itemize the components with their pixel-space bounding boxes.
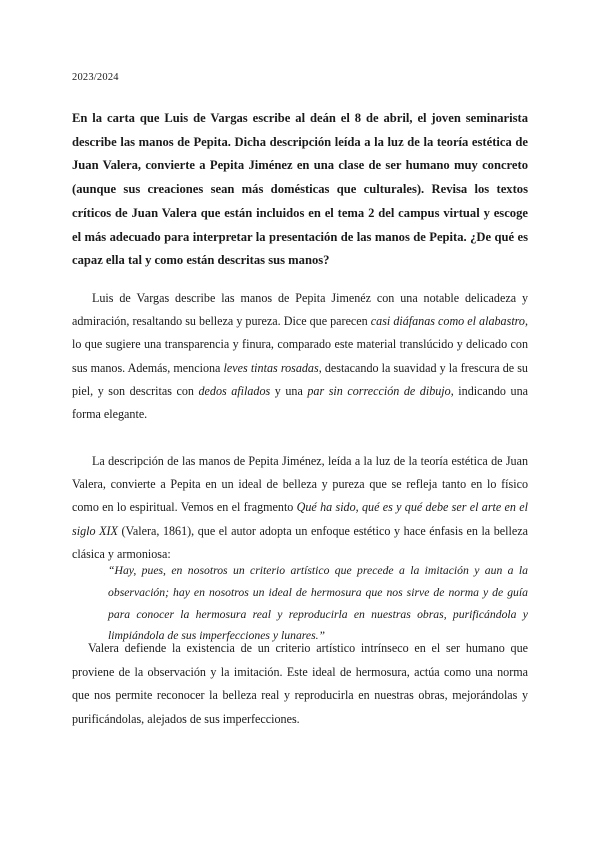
assignment-prompt: En la carta que Luis de Vargas escribe al deán el 8 de abril, el joven seminarista describe las manos de Pepita. Dicha descripción leída a la luz de la teoría estética de Juan Valera, convierte a Pepita Jiménez en una clase de ser humano muy concreto (aunque sus creaciones sean más domésticas que culturales). Revisa los textos críticos de Juan Valera que están incluidos en el tema 2 del campus virtual y escoge el más adecuado para interpretar la presentación de las manos de Pepita. ¿De qué es capaz ella tal y como están descritas sus manos? xyxy=(72,111,528,268)
quote-casi-diafanas: casi diáfanas como el alabastro xyxy=(370,314,525,329)
quote-par-sin-correccion: par sin corrección de dibujo xyxy=(307,383,451,398)
paragraph-1-text: y una xyxy=(270,383,308,398)
paragraph-3: Valera defiende la existencia de un criterio artístico intrínseco en el ser humano que proviene de la observación y la imitación. Este ideal de hermosura, actúa como una norma que nos permite reconocer la belleza real y reproducirla en nuestras obras, mejorándolas y purificándolas, alejados de sus imperfecciones. xyxy=(72,641,528,726)
paragraph-1-text: , destacando la suavidad y la frescura de su piel, y son descritas con xyxy=(72,360,528,398)
paragraph-1 xyxy=(72,287,528,426)
paragraph-2 xyxy=(72,450,528,566)
quote-leves-tintas: leves tintas rosadas xyxy=(223,360,319,375)
paragraph-1-text: , indicando una forma elegante. xyxy=(72,383,528,422)
work-title: Qué ha sido, qué es y qué debe ser el arte en el siglo XIX xyxy=(72,500,528,538)
quote-dedos-afilados: dedos afilados xyxy=(198,383,271,398)
paragraph-2-text: (Valera, 1861), que el autor adopta un enfoque estético y hace énfasis en la belleza clásica y armoniosa: xyxy=(72,523,528,561)
paragraph-2-text: La descripción de las manos de Pepita Jiménez, leída a la luz de la teoría estética de Juan Valera, convierte a Pepita en un ideal de belleza y pureza que se refleja tanto en lo físico como en lo espiritual. Vemos en el fragmento xyxy=(72,454,528,515)
block-quote: “Hay, pues, en nosotros un criterio artístico que precede a la imitación y aun a la observación; hay en nosotros un ideal de hermosura que nos sirve de norma y de guía para conocer la hermosura real y reproducirla en nuestras obras, purificándola y limpiándola de sus imperfecciones y lunares.” xyxy=(108,564,528,643)
paragraph-1-text: , lo que sugiere una transparencia y finura, comparado este material translúcido y delicado con sus manos. Además, menciona xyxy=(72,314,529,375)
paragraph-1-text: Luis de Vargas describe las manos de Pepita Jimenéz con una notable delicadeza y admiración, resaltando su belleza y pureza. Dice que parecen xyxy=(72,291,528,329)
academic-year: 2023/2024 xyxy=(72,72,119,83)
